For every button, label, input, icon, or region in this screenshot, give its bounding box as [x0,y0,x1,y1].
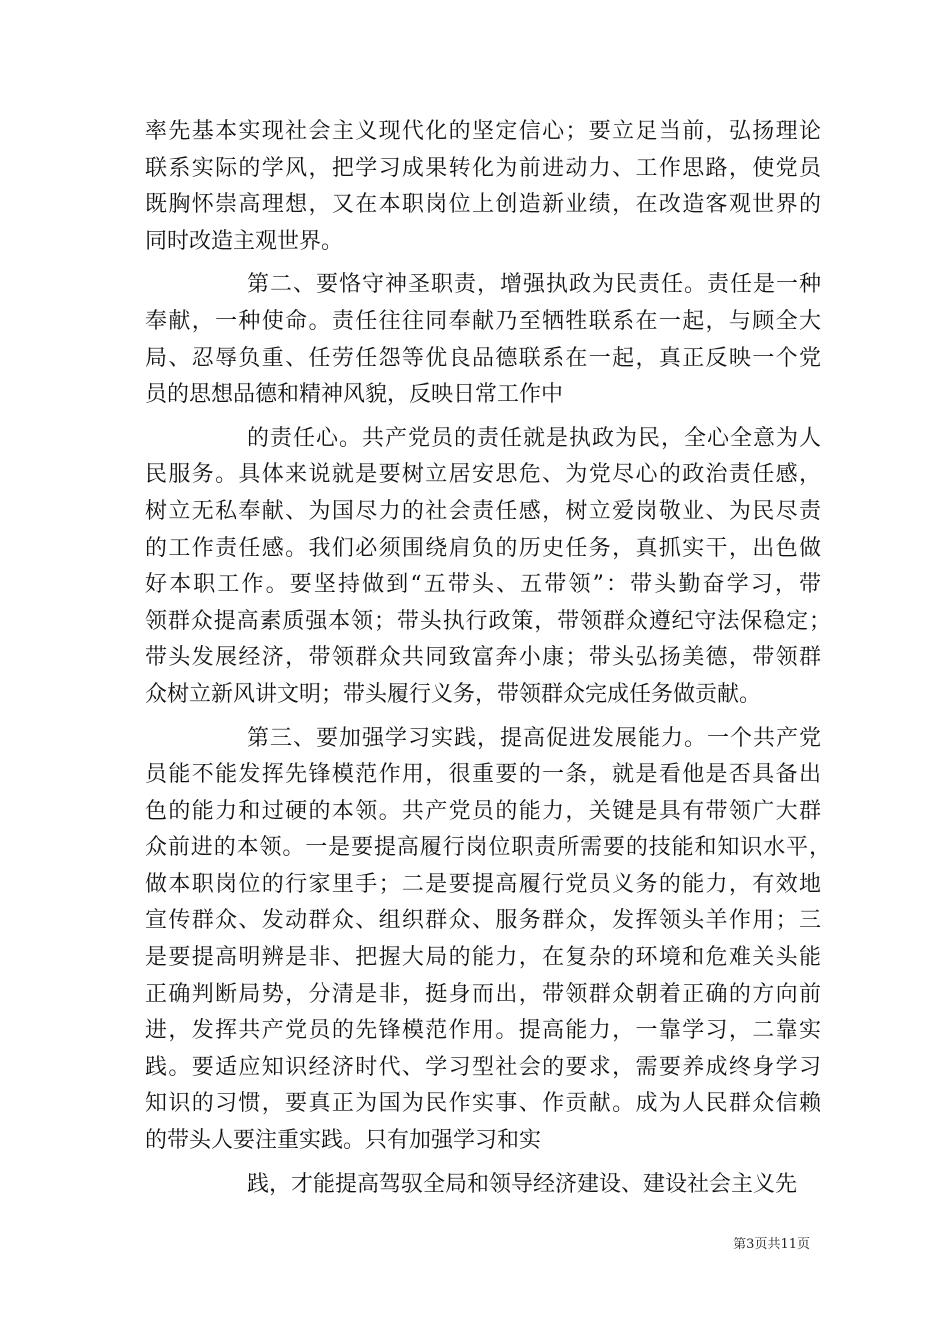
text-line: 知识的习惯，要真正为国为民作实事、作贡献。成为人民群众信赖 [145,1091,821,1117]
text-line: 色的能力和过硬的本领。共产党员的能力，关键是具有带领广大群 [145,798,821,824]
text-line: 做本职岗位的行家里手；二是要提高履行党员义务的能力，有效地 [145,871,821,897]
text-line: 奉献，一种使命。责任往往同奉献乃至牺牲联系在一起，与顾全大 [145,308,821,334]
document-body [145,114,831,1210]
text-line: 民服务。具体来说就是要树立居安思危、为党尽心的政治责任感， [145,462,821,488]
text-line: 第三、要加强学习实践，提高促进发展能力。一个共产党 [247,725,821,751]
text-line: 宣传群众、发动群众、组织群众、服务群众，发挥领头羊作用；三 [145,908,821,934]
text-line: 率先基本实现社会主义现代化的坚定信心；要立足当前，弘扬理论 [145,119,821,144]
text-line: 的责任心。共产党员的责任就是执政为民，全心全意为人 [247,425,821,451]
text-line: 员的思想品德和精神风貌，反映日常工作中 [145,382,564,408]
text-line: 众树立新风讲文明；带头履行义务，带领群众完成任务做贡献。 [145,681,762,707]
text-line: 局、忍辱负重、任劳任怨等优良品德联系在一起，真正反映一个党 [145,345,821,371]
text-line: 的工作责任感。我们必须围绕肩负的历史任务，真抓实干，出色做 [145,535,821,561]
text-line: 带头发展经济，带领群众共同致富奔小康；带头弘扬美德，带领群 [145,645,821,671]
text-line: 进，发挥共产党员的先锋模范作用。提高能力，一靠学习，二靠实 [145,1018,821,1044]
text-line: 联系实际的学风，把学习成果转化为前进动力、工作思路，使党员 [145,155,821,181]
text-line: 同时改造主观世界。 [145,228,344,254]
page-number-footer: 第3页共11页 [733,1237,810,1252]
text-line: 践。要适应知识经济时代、学习型社会的要求，需要养成终身学习 [145,1054,821,1080]
text-line: 树立无私奉献、为国尽力的社会责任感，树立爱岗敬业、为民尽责 [145,498,821,524]
text-line: 是要提高明辨是非、把握大局的能力，在复杂的环境和危难关头能 [145,945,821,971]
text-line: 众前进的本领。一是要提高履行岗位职责所需要的技能和知识水平， [145,835,831,861]
text-line: 员能不能发挥先锋模范作用，很重要的一条，就是看他是否具备出 [145,762,821,788]
text-line: 既胸怀崇高理想，又在本职岗位上创造新业绩，在改造客观世界的 [145,192,821,218]
text-line: 践，才能提高驾驭全局和领导经济建设、建设社会主义先 [247,1171,798,1197]
text-line: 的带头人要注重实践。只有加强学习和实 [145,1128,542,1154]
paragraph-5 [145,1167,821,1204]
text-line: 正确判断局势，分清是非，挺身而出，带领群众朝着正确的方向前 [145,981,821,1007]
text-line: 第二、要恪守神圣职责，增强执政为民责任。责任是一种 [247,272,821,298]
paragraph-4 [145,721,831,1160]
paragraph-3 [145,421,831,714]
text-line: 好本职工作。要坚持做到“五带头、五带领”：带头勤奋学习，带 [145,572,821,598]
paragraph-1 [145,114,821,260]
text-line: 领群众提高素质强本领；带头执行政策，带领群众遵纪守法保稳定； [145,608,831,634]
paragraph-2 [145,267,821,413]
